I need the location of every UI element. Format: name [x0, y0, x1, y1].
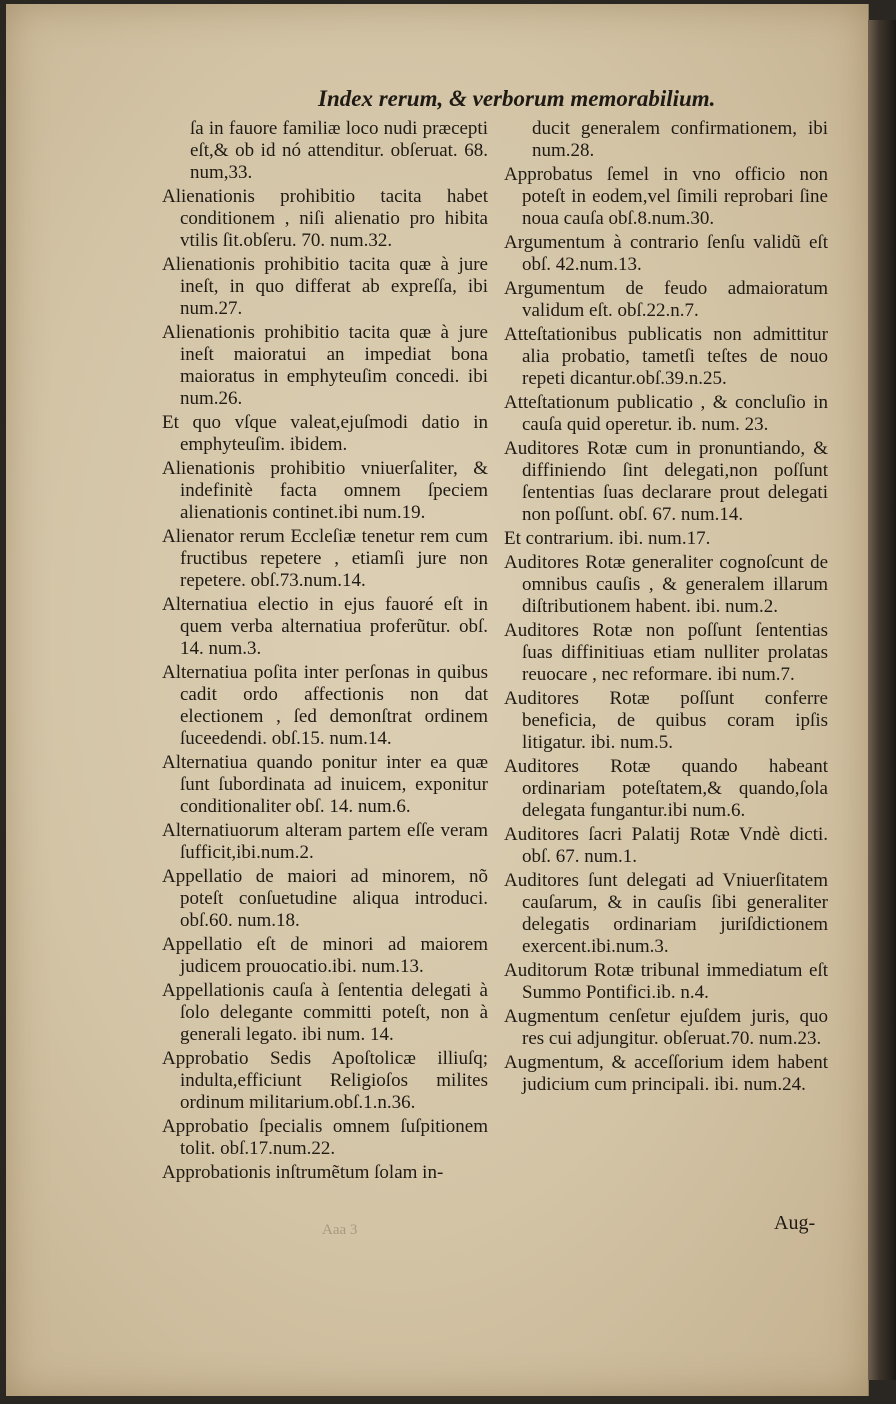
- index-entry: Et quo vſque valeat,ejuſmodi datio in emphyteuſim. ibidem.: [162, 412, 488, 455]
- index-entry: ſa in fauore familiæ loco nudi præcepti eſt,& ob id nó attenditur. obſeruat. 68. num,33.: [190, 118, 488, 183]
- catchword: Aug-: [774, 1212, 816, 1234]
- signature-mark: Aaa 3: [322, 1222, 358, 1238]
- index-entry: Approbatus ſemel in vno officio non poteſt in eodem,vel ſimili reprobari ſine noua cauſa obſ.8.num.30.: [504, 164, 828, 229]
- index-entry: Auditores ſacri Palatij Rotæ Vndè dicti. obſ. 67. num.1.: [504, 824, 828, 867]
- index-entry: Auditorum Rotæ tribunal immediatum eſt Summo Pontifici.ib. n.4.: [504, 960, 828, 1003]
- left-column: [162, 118, 488, 1186]
- index-entry: Alienationis prohibitio tacita quæ à jure ineſt, in quo differat ab expreſſa, ibi num.27.: [162, 254, 488, 319]
- index-entry: Alienationis prohibitio tacita quæ à jure ineſt maioratui an impediat bona maioratus in emphyteuſim concedi. ibi num.26.: [162, 322, 488, 409]
- right-column: [504, 118, 828, 1098]
- index-entry: ducit generalem confirmationem, ibi num.28.: [532, 118, 828, 161]
- running-header: Index rerum, & verborum memorabilium.: [318, 86, 716, 111]
- index-entry: Augmentum, & acceſſorium idem habent judicium cum principali. ibi. num.24.: [504, 1052, 828, 1095]
- index-entry: Auditores Rotæ poſſunt conferre beneficia, de quibus coram ipſis litigatur. ibi. num.5.: [504, 688, 828, 753]
- index-entry: Auditores ſunt delegati ad Vniuerſitatem cauſarum, & in cauſis ſibi generaliter delegatis ordinariam juriſdictionem exercent.ibi.num.3.: [504, 870, 828, 957]
- index-entry: Alienationis prohibitio tacita habet conditionem , niſi alienatio pro hibita vtilis ſit.obſeru. 70. num.32.: [162, 186, 488, 251]
- index-entry: Alienator rerum Eccleſiæ tenetur rem cum fructibus repetere , etiamſi jure non repetere. obſ.73.num.14.: [162, 526, 488, 591]
- index-entry: Approbationis inſtrumẽtum ſolam in-: [162, 1162, 444, 1183]
- index-entry: Auditores Rotæ generaliter cognoſcunt de omnibus cauſis , & generalem illarum diſtributionem habent. ibi. num.2.: [504, 552, 828, 617]
- index-entry: Atteſtationum publicatio , & concluſio in cauſa quid operetur. ib. num. 23.: [504, 392, 828, 435]
- index-entry: Alternatiua poſita inter perſonas in quibus cadit ordo affectionis non dat electionem , ſed demonſtrat ordinem ſuceedendi. obſ.15. num.14.: [162, 662, 488, 749]
- index-entry: Auditores Rotæ non poſſunt ſententias ſuas diffinitiuas etiam nulliter prolatas reuocare , nec reformare. ibi num.7.: [504, 620, 828, 685]
- index-entry: Argumentum de feudo admaioratum validum eſt. obſ.22.n.7.: [504, 278, 828, 321]
- index-entry: Appellatio de maiori ad minorem, nõ poteſt conſuetudine aliqua introduci. obſ.60. num.18.: [162, 866, 488, 931]
- index-entry: Et contrarium. ibi. num.17.: [504, 528, 711, 549]
- index-entry: Auditores Rotæ cum in pronuntiando, & diffiniendo ſint delegati,non poſſunt ſententias ſuas declarare prout delegati non poſſunt. obſ. 67. num.14.: [504, 438, 828, 525]
- index-entry: Atteſtationibus publicatis non admittitur alia probatio, tametſi teſtes de nouo repeti dicantur.obſ.39.n.25.: [504, 324, 828, 389]
- index-entry: Augmentum cenſetur ejuſdem juris, quo res cui adjungitur. obſeruat.70. num.23.: [504, 1006, 828, 1049]
- index-entry: Argumentum à contrario ſenſu validũ eſt obſ. 42.num.13.: [504, 232, 828, 275]
- index-entry: Alienationis prohibitio vniuerſaliter, & indefinitè facta omnem ſpeciem alienationis continet.ibi num.19.: [162, 458, 488, 523]
- index-entry: Approbatio ſpecialis omnem ſuſpitionem tolit. obſ.17.num.22.: [162, 1116, 488, 1159]
- index-entry: Appellationis cauſa à ſententia delegati à ſolo delegante committi poteſt, non à generali legato. ibi num. 14.: [162, 980, 488, 1045]
- index-entry: Alternatiua electio in ejus fauoré eſt in quem verba alternatiua proferũtur. obſ. 14. num.3.: [162, 594, 488, 659]
- index-entry: Appellatio eſt de minori ad maiorem judicem prouocatio.ibi. num.13.: [162, 934, 488, 977]
- index-entry: Approbatio Sedis Apoſtolicæ illiuſq; indulta,efficiunt Religioſos milites ordinum militarium.obſ.1.n.36.: [162, 1048, 488, 1113]
- index-entry: Auditores Rotæ quando habeant ordinariam poteſtatem,& quando,ſola delegata fungantur.ibi num.6.: [504, 756, 828, 821]
- index-entry: Alternatiua quando ponitur inter ea quæ ſunt ſubordinata ad inuicem, exponitur conditionaliter obſ. 14. num.6.: [162, 752, 488, 817]
- page-edge: [868, 20, 896, 1380]
- index-entry: Alternatiuorum alteram partem eſſe veram ſufficit,ibi.num.2.: [162, 820, 488, 863]
